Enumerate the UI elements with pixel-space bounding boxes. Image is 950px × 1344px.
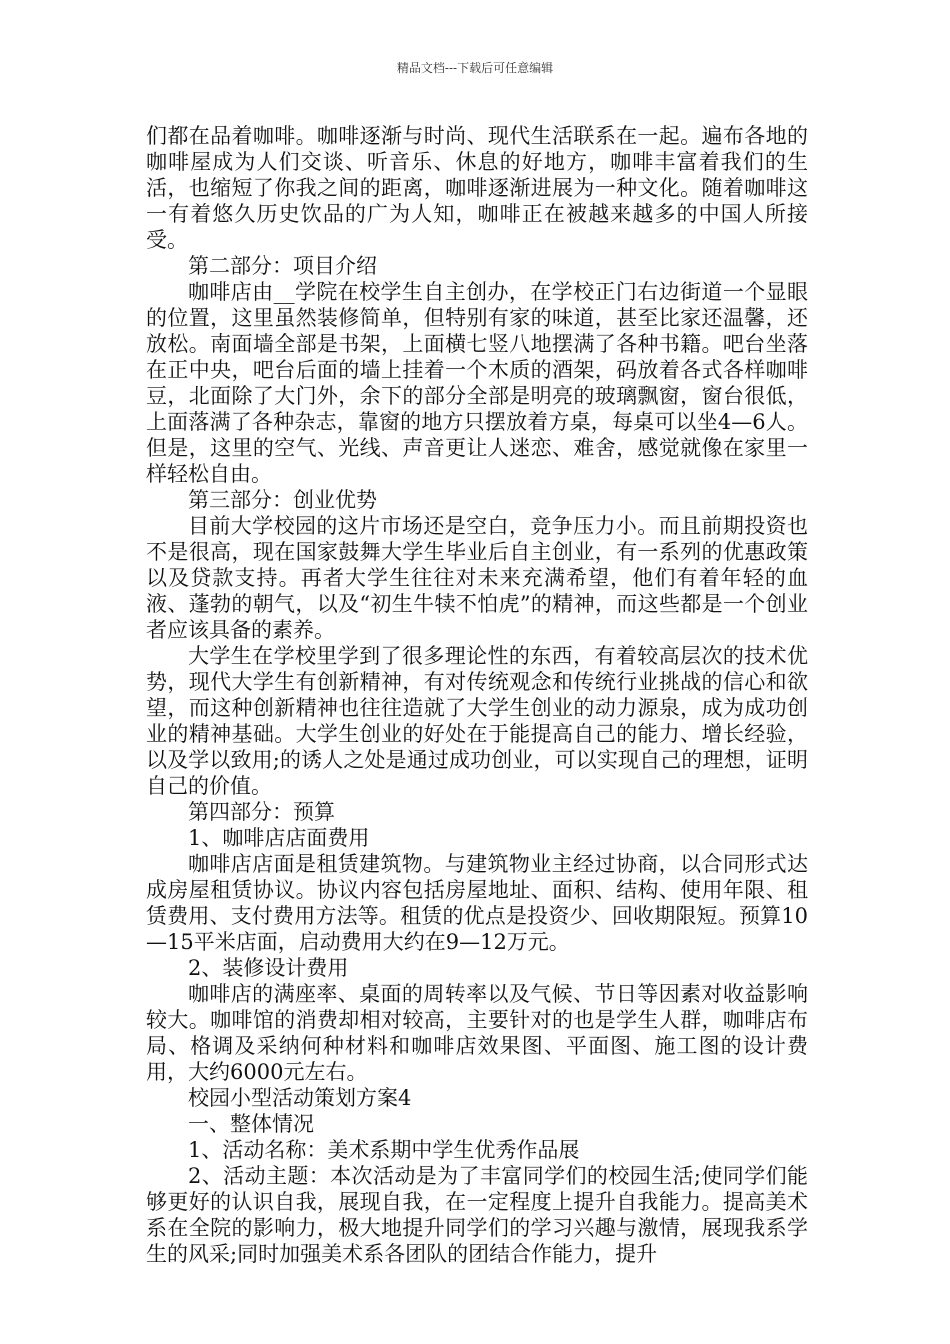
subsection-heading: 2、装修设计费用 bbox=[188, 956, 349, 980]
paragraph: 咖啡店由__学院在校学生自主创办，在学校正门右边街道一个显眼的位置，这里虽然装修简单，但特别有家的味道，甚至比家还温馨，还放松。南面墙全部是书架，上面横七竖八地摆满了各种书籍。吧台坐落在正中央，吧台后面的墙上挂着一个木质的酒架，码放着各式各样咖啡豆，北面除了大门外，余下的部分全部是明亮的玻璃飘窗，窗台很低，上面落满了各种杂志，靠窗的地方只摆放着方桌，每桌可以坐4—6人。但是，这里的空气、光线、声音更让人迷恋、难舍，感觉就像在家里一样轻松自由。 bbox=[146, 280, 808, 486]
list-item: 1、活动名称：美术系期中学生优秀作品展 bbox=[188, 1138, 580, 1162]
paragraph: 2、活动主题：本次活动是为了丰富同学们的校园生活;使同学们能够更好的认识自我，展现自我，在一定程度上提升自我能力。提高美术系在全院的影响力，极大地提升同学们的学习兴趣与激情，展现我系学生的风采;同时加强美术系各团队的团结合作能力，提升 bbox=[146, 1164, 808, 1266]
paragraph: 大学生在学校里学到了很多理论性的东西，有着较高层次的技术优势，现代大学生有创新精神，有对传统观念和传统行业挑战的信心和欲望，而这种创新精神也往往造就了大学生创业的动力源泉，成为成功创业的精神基础。大学生创业的好处在于能提高自己的能力、增长经验，以及学以致用;的诱人之处是通过成功创业，可以实现自己的理想，证明自己的价值。 bbox=[146, 644, 808, 798]
section-heading: 第四部分：预算 bbox=[188, 800, 335, 824]
subsection-heading: 1、咖啡店店面费用 bbox=[188, 826, 370, 850]
section-heading: 第三部分：创业优势 bbox=[188, 488, 377, 512]
document-body bbox=[146, 123, 808, 1267]
paragraph: 咖啡店的满座率、桌面的周转率以及气候、节日等因素对收益影响较大。咖啡馆的消费却相对较高，主要针对的也是学生人群，咖啡店布局、格调及采纳何种材料和咖啡店效果图、平面图、施工图的设计费用，大约6000元左右。 bbox=[146, 982, 808, 1084]
paragraph: 目前大学校园的这片市场还是空白，竞争压力小。而且前期投资也不是很高，现在国家鼓舞大学生毕业后自主创业，有一系列的优惠政策以及贷款支持。再者大学生往往对未来充满希望，他们有着年轻的血液、蓬勃的朝气，以及“初生牛犊不怕虎”的精神，而这些都是一个创业者应该具备的素养。 bbox=[146, 514, 808, 642]
paragraph: 咖啡店店面是租赁建筑物。与建筑物业主经过协商，以合同形式达成房屋租赁协议。协议内容包括房屋地址、面积、结构、使用年限、租赁费用、支付费用方法等。租赁的优点是投资少、回收期限短。预算10—15平米店面，启动费用大约在9—12万元。 bbox=[146, 852, 808, 954]
document-title: 校园小型活动策划方案4 bbox=[188, 1086, 412, 1110]
section-heading: 第二部分：项目介绍 bbox=[188, 254, 377, 278]
page-header: 精品文档---下载后可任意编辑 bbox=[396, 61, 554, 75]
paragraph: 们都在品着咖啡。咖啡逐渐与时尚、现代生活联系在一起。遍布各地的咖啡屋成为人们交谈、听音乐、休息的好地方，咖啡丰富着我们的生活，也缩短了你我之间的距离，咖啡逐渐进展为一种文化。随着咖啡这一有着悠久历史饮品的广为人知，咖啡正在被越来越多的中国人所接受。 bbox=[146, 124, 808, 252]
section-heading: 一、整体情况 bbox=[188, 1112, 314, 1136]
